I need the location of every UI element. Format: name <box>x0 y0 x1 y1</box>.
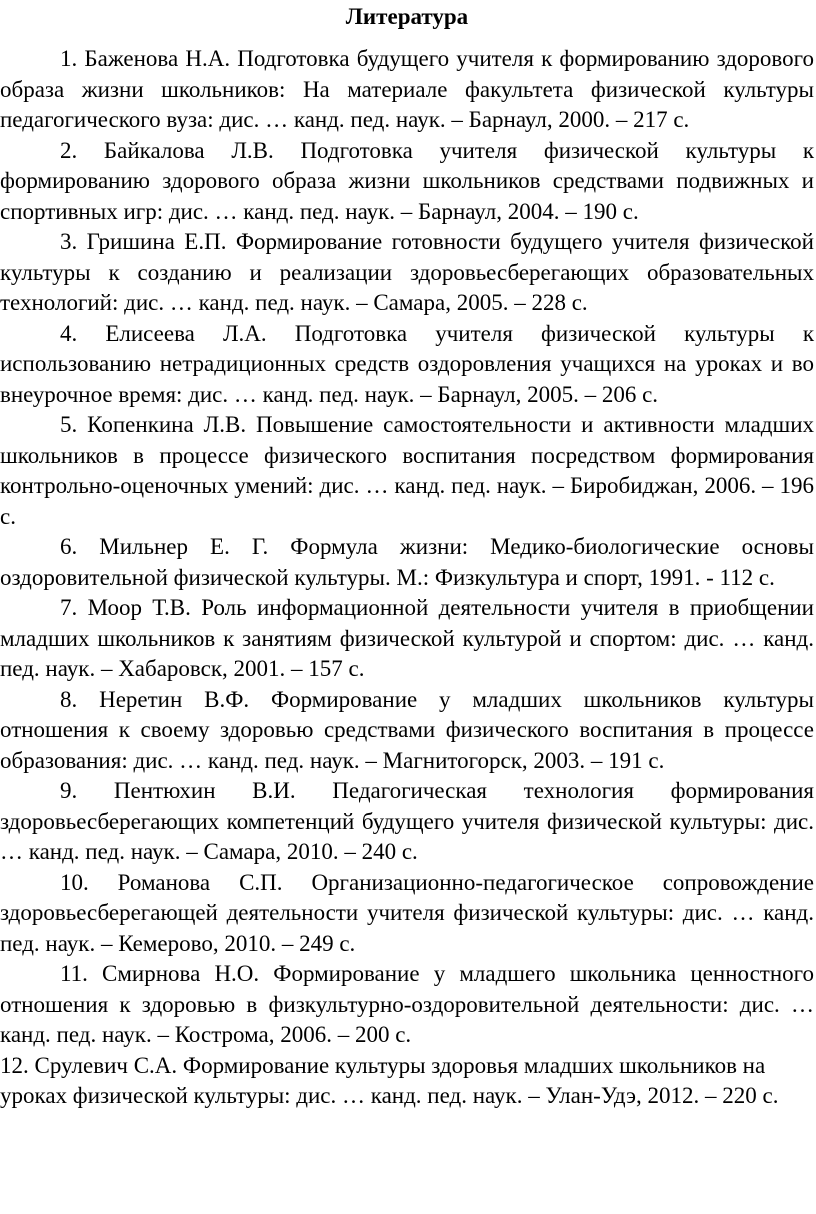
reference-item-6: 6. Мильнер Е. Г. Формула жизни: Медико-биологические основы оздоровительной физической культуры. М.: Физкультура и спорт, 1991. - 112 с. <box>0 534 814 590</box>
reference-item-8: 8. Неретин В.Ф. Формирование у младших школьников культуры отношения к своему здоровью средствами физического воспитания в процессе образования: дис. … канд. пед. наук. – Магнитогорск, 2003. – 191 с. <box>0 686 814 773</box>
reference-item-10: 10. Романова С.П. Организационно-педагогическое сопровождение здоровьесберегающей деятельности учителя физической культуры: дис. … канд. пед. наук. – Кемерово, 2010. – 249 с. <box>0 869 814 956</box>
reference-item-5: 5. Копенкина Л.В. Повышение самостоятельности и активности младших школьников в процессе физического воспитания посредством формирования контрольно-оценочных умений: дис. … канд. пед. наук. – Биробиджан, 2006. – 196 с. <box>0 412 814 529</box>
document-page <box>0 2 816 1214</box>
reference-item-7: 7. Моор Т.В. Роль информационной деятельности учителя в приобщении младших школьников к занятиям физической культурой и спортом: дис. … канд. пед. наук. – Хабаровск, 2001. – 157 с. <box>0 595 814 681</box>
reference-item-11: 11. Смирнова Н.О. Формирование у младшего школьника ценностного отношения к здоровью в физкультурно-оздоровительной деятельности: дис. … канд. пед. наук. – Кострома, 2006. – 200 с. <box>0 961 814 1047</box>
reference-item-2: 2. Байкалова Л.В. Подготовка учителя физической культуры к формированию здорового образа жизни школьников средствами подвижных и спортивных игр: дис. … канд. пед. наук. – Барнаул, 2004. – 190 с. <box>0 137 814 224</box>
reference-item-3: 3. Гришина Е.П. Формирование готовности будущего учителя физической культуры к созданию и реализации здоровьесберегающих образовательных технологий: дис. … канд. пед. наук. – Самара, 2005. – 228 с. <box>0 229 814 315</box>
page-title: Литература <box>345 4 469 29</box>
reference-item-4: 4. Елисеева Л.А. Подготовка учителя физической культуры к использованию нетрадиционных средств оздоровления учащихся на уроках и во внеурочное время: дис. … канд. пед. наук. – Барнаул, 2005. – 206 с. <box>0 320 814 407</box>
reference-item-1: 1. Баженова Н.А. Подготовка будущего учителя к формированию здорового образа жизни школьников: На материале факультета физической культуры педагогического вуза: дис. … канд. пед. наук. – Барнаул, 2000. – 217 с. <box>0 46 814 132</box>
reference-item-9: 9. Пентюхин В.И. Педагогическая технология формирования здоровьесберегающих компетенций будущего учителя физической культуры: дис. … канд. пед. наук. – Самара, 2010. – 240 с. <box>0 778 814 864</box>
reference-item-12: 12. Срулевич С.А. Формирование культуры здоровья младших школьников на уроках физической культуры: дис. … канд. пед. наук. – Улан-Удэ, 2012. – 220 с. <box>0 1052 779 1108</box>
